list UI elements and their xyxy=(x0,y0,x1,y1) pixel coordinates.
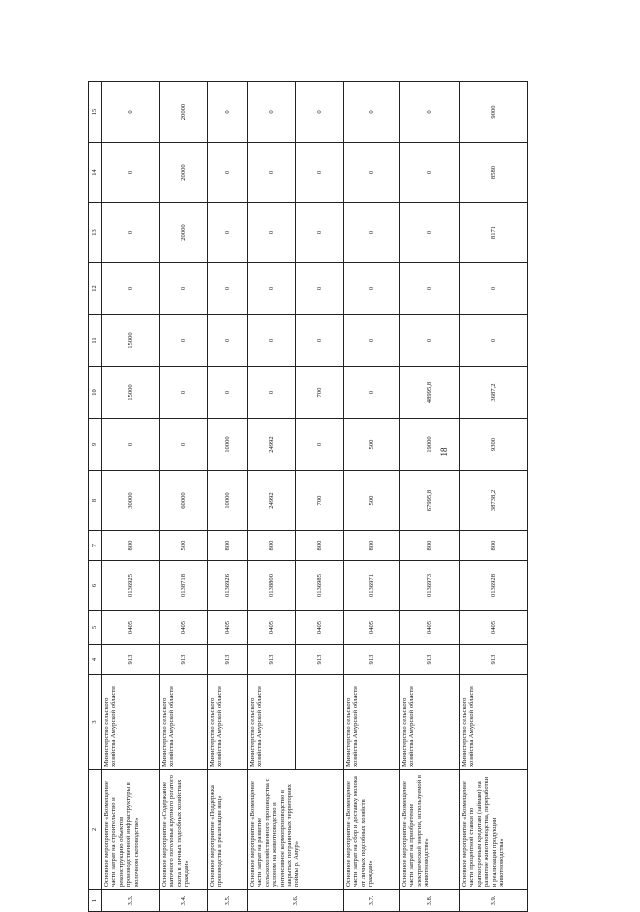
year-value: 20000 xyxy=(160,143,208,203)
program-table xyxy=(88,81,528,912)
expense-type-code: 800 xyxy=(208,531,248,561)
row-number: 3.3. xyxy=(102,890,160,912)
header-cell: 13 xyxy=(89,203,102,263)
year-value: 0 xyxy=(400,315,460,367)
section-code: 0405 xyxy=(296,611,344,645)
table-row xyxy=(208,82,248,912)
header-cell: 12 xyxy=(89,263,102,315)
year-value: 0 xyxy=(208,263,248,315)
year-value: 8171 xyxy=(460,203,528,263)
total-value: 500 xyxy=(344,471,400,531)
target-article-code: 0136928 xyxy=(460,561,528,611)
year-value: 8580 xyxy=(460,143,528,203)
year-value: 3687,2 xyxy=(460,367,528,419)
table-row xyxy=(160,82,208,912)
table-row xyxy=(460,82,528,912)
grbs-code: 913 xyxy=(208,645,248,675)
total-value: 10000 xyxy=(208,471,248,531)
year-value: 0 xyxy=(248,315,296,367)
target-article-code: 0136971 xyxy=(344,561,400,611)
year-value: 0 xyxy=(296,203,344,263)
year-value: 0 xyxy=(296,419,344,471)
measure-name: Основное мероприятие «Поддержка производства и реализации яиц» xyxy=(208,770,248,890)
year-value: 0 xyxy=(460,315,528,367)
year-value: 0 xyxy=(344,82,400,143)
header-cell: 6 xyxy=(89,561,102,611)
total-value: 30000 xyxy=(102,471,160,531)
header-cell: 2 xyxy=(89,770,102,890)
year-value: 0 xyxy=(296,263,344,315)
year-value: 0 xyxy=(208,203,248,263)
year-value: 0 xyxy=(248,82,296,143)
year-value: 0 xyxy=(160,315,208,367)
year-value: 0 xyxy=(400,82,460,143)
year-value: 10000 xyxy=(208,419,248,471)
expense-type-code: 800 xyxy=(248,531,296,561)
year-value: 15000 xyxy=(102,315,160,367)
page-number: 18 xyxy=(439,447,449,457)
measure-name: Основное мероприятие «Возмещение части затрат на развитие сельскохозяйственного производства с уклоном на животноводство и интенсивное кормопроизводство в закрытых пограничных территориях поймы р. Амур» xyxy=(248,770,344,890)
row-number: 3.8. xyxy=(400,890,460,912)
rotated-table-wrapper xyxy=(88,82,524,912)
section-code: 0405 xyxy=(160,611,208,645)
year-value: 0 xyxy=(400,263,460,315)
section-code: 0405 xyxy=(102,611,160,645)
header-cell: 14 xyxy=(89,143,102,203)
year-value: 0 xyxy=(160,419,208,471)
year-value: 0 xyxy=(460,263,528,315)
table-row xyxy=(400,82,460,912)
year-value: 0 xyxy=(248,367,296,419)
total-value: 67995,8 xyxy=(400,471,460,531)
measure-name: Основное мероприятие «Возмещение части затрат на приобретение электрической энергии, используемой в животноводстве» xyxy=(400,770,460,890)
table-row xyxy=(102,82,160,912)
year-value: 9300 xyxy=(460,419,528,471)
grbs-code: 913 xyxy=(248,645,296,675)
expense-type-code: 800 xyxy=(102,531,160,561)
executor: Министерство сельского хозяйства Амурской области xyxy=(160,675,208,770)
row-number: 3.9. xyxy=(460,890,528,912)
section-code: 0405 xyxy=(208,611,248,645)
year-value: 0 xyxy=(208,143,248,203)
grbs-code: 913 xyxy=(102,645,160,675)
year-value: 0 xyxy=(296,143,344,203)
expense-type-code: 800 xyxy=(296,531,344,561)
year-value: 0 xyxy=(102,263,160,315)
grbs-code: 913 xyxy=(400,645,460,675)
year-value: 0 xyxy=(208,315,248,367)
grbs-code: 913 xyxy=(344,645,400,675)
row-number: 3.4. xyxy=(160,890,208,912)
section-code: 0405 xyxy=(460,611,528,645)
measure-name: Основное мероприятие «Содержание маточного поголовья крупного рогатого скота в личных подсобных хозяйствах граждан» xyxy=(160,770,208,890)
header-cell: 7 xyxy=(89,531,102,561)
executor: Министерство сельского хозяйства Амурской области xyxy=(208,675,248,770)
year-value: 0 xyxy=(400,203,460,263)
expense-type-code: 500 xyxy=(160,531,208,561)
expense-type-code: 800 xyxy=(400,531,460,561)
year-value: 0 xyxy=(248,143,296,203)
year-value: 0 xyxy=(344,263,400,315)
total-value: 60000 xyxy=(160,471,208,531)
row-number: 3.5. xyxy=(208,890,248,912)
total-value: 700 xyxy=(296,471,344,531)
grbs-code: 913 xyxy=(296,645,344,675)
executor: Министерство сельского хозяйства Амурской области xyxy=(400,675,460,770)
target-article-code: 0136926 xyxy=(208,561,248,611)
table-row xyxy=(344,82,400,912)
executor: Министерство сельского хозяйства Амурской области xyxy=(344,675,400,770)
year-value: 0 xyxy=(102,82,160,143)
header-row xyxy=(89,82,102,912)
year-value: 0 xyxy=(102,419,160,471)
year-value: 15000 xyxy=(102,367,160,419)
header-cell: 1 xyxy=(89,890,102,912)
header-cell: 8 xyxy=(89,471,102,531)
header-cell: 11 xyxy=(89,315,102,367)
year-value: 500 xyxy=(344,419,400,471)
target-article-code: 0136925 xyxy=(102,561,160,611)
year-value: 0 xyxy=(344,315,400,367)
measure-name: Основное мероприятие «Возмещение части затрат на сбор и доставку молока от личных подсобных хозяйств граждан» xyxy=(344,770,400,890)
header-cell: 5 xyxy=(89,611,102,645)
year-value: 0 xyxy=(102,203,160,263)
grbs-code: 913 xyxy=(460,645,528,675)
total-value: 38738,2 xyxy=(460,471,528,531)
header-cell: 4 xyxy=(89,645,102,675)
year-value: 0 xyxy=(160,367,208,419)
target-article-code: 0136973 xyxy=(400,561,460,611)
year-value: 48995,8 xyxy=(400,367,460,419)
executor: Министерство сельского хозяйства Амурской области xyxy=(248,675,296,770)
year-value: 0 xyxy=(344,143,400,203)
header-cell: 9 xyxy=(89,419,102,471)
year-value: 0 xyxy=(160,263,208,315)
section-code: 0405 xyxy=(248,611,296,645)
year-value: 0 xyxy=(208,82,248,143)
year-value: 0 xyxy=(296,315,344,367)
header-cell: 3 xyxy=(89,675,102,770)
row-number: 3.7. xyxy=(344,890,400,912)
executor: Министерство сельского хозяйства Амурской области xyxy=(460,675,528,770)
year-value: 0 xyxy=(208,367,248,419)
total-value: 24992 xyxy=(248,471,296,531)
year-value: 0 xyxy=(344,203,400,263)
target-article-code: 0138800 xyxy=(248,561,296,611)
year-value: 20000 xyxy=(160,203,208,263)
year-value: 24992 xyxy=(248,419,296,471)
header-cell: 15 xyxy=(89,82,102,143)
target-article-code: 0138718 xyxy=(160,561,208,611)
grbs-code: 913 xyxy=(160,645,208,675)
year-value: 0 xyxy=(296,82,344,143)
expense-type-code: 800 xyxy=(344,531,400,561)
year-value: 700 xyxy=(296,367,344,419)
executor: Министерство сельского хозяйства Амурской области xyxy=(102,675,160,770)
year-value: 20000 xyxy=(160,82,208,143)
expense-type-code: 800 xyxy=(460,531,528,561)
header-cell: 10 xyxy=(89,367,102,419)
year-value: 0 xyxy=(102,143,160,203)
section-code: 0405 xyxy=(400,611,460,645)
year-value: 0 xyxy=(344,367,400,419)
year-value: 0 xyxy=(400,143,460,203)
table-row xyxy=(248,82,296,912)
year-value: 19000 xyxy=(400,419,460,471)
measure-name: Основное мероприятие «Возмещение части затрат на строительство и реконструкцию объектов производственной инфраструктуры в молочном скотоводстве» xyxy=(102,770,160,890)
target-article-code: 0136985 xyxy=(296,561,344,611)
year-value: 0 xyxy=(248,263,296,315)
executor-empty xyxy=(296,675,344,770)
year-value: 0 xyxy=(248,203,296,263)
section-code: 0405 xyxy=(344,611,400,645)
row-number: 3.6. xyxy=(248,890,344,912)
year-value: 9000 xyxy=(460,82,528,143)
measure-name: Основное мероприятие «Возмещение части процентной ставки по краткосрочным кредитам (займам) на развитие животноводства, переработки и реализации продукции животноводства» xyxy=(460,770,528,890)
